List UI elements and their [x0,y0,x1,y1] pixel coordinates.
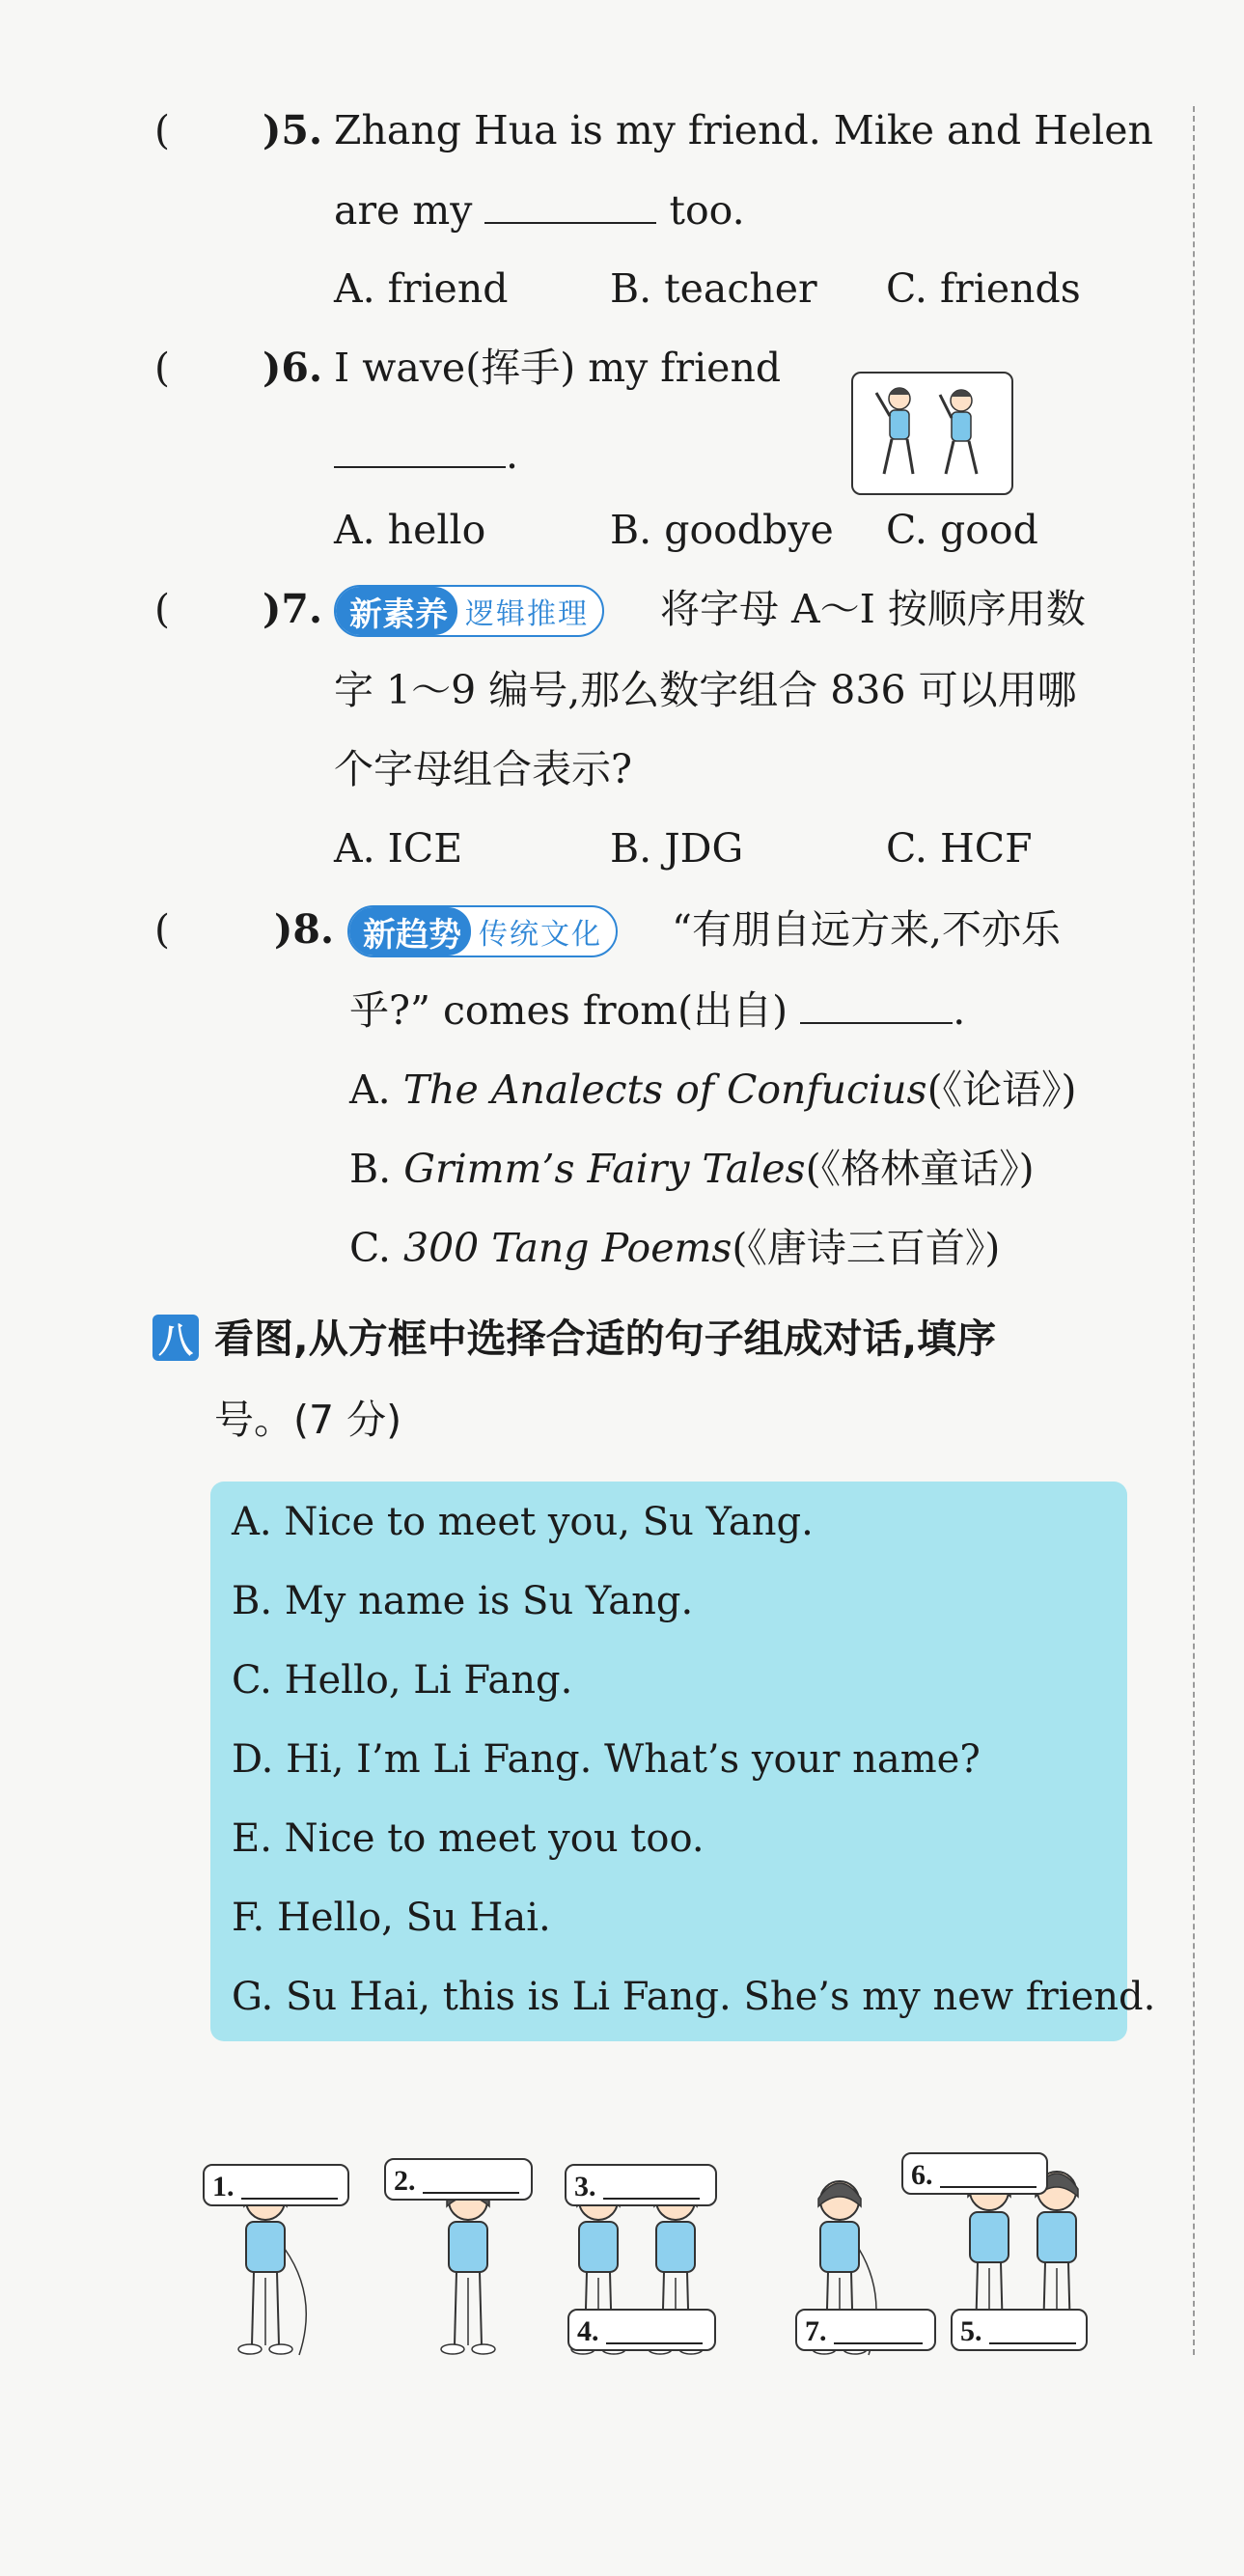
answer-paren-6[interactable]: ( [154,345,170,391]
bubble-blank[interactable] [834,2317,923,2344]
q7-option-a[interactable]: A. ICE [334,825,463,872]
bubble-number: 7. [805,2315,827,2347]
option-chinese: (《格林童话》) [805,1146,1035,1192]
answer-paren-8[interactable]: ( [154,906,170,953]
q8-option-b[interactable] [349,1145,1035,1193]
choice-c: C. Hello, Li Fang. [232,1658,573,1703]
answer-paren-7[interactable]: ( [154,586,170,632]
q5-option-c[interactable]: C. friends [886,265,1081,312]
choice-d: D. Hi, I’m Li Fang. What’s your name? [232,1737,981,1782]
bubble-number: 3. [574,2171,596,2202]
q7-text-line2: 字 1～9 编号,那么数字组合 836 可以用哪 [334,667,1077,713]
bubble-blank[interactable] [606,2317,703,2344]
q5-text-line1: Zhang Hua is my friend. Mike and Helen [334,107,1153,153]
question-number-8: )8. [274,906,335,953]
badge-new-trend [347,905,618,957]
q8-text-line2 [349,986,965,1035]
bubble-blank[interactable] [603,2173,700,2200]
dialogue-bubble-7[interactable] [795,2309,936,2351]
q5-option-a[interactable]: A. friend [334,265,509,312]
bubble-number: 2. [394,2165,416,2197]
badge-new-literacy [334,585,604,637]
option-title: 300 Tang Poems [403,1225,733,1271]
q8-line2-pre: 乎?” comes from(出自) [349,987,788,1034]
dialogue-bubble-3[interactable] [565,2164,717,2206]
q6-option-a[interactable]: A. hello [334,507,486,553]
margin-dashed-line [1193,106,1195,2355]
option-label: B. [349,1146,392,1192]
q6-option-c[interactable]: C. good [886,507,1038,553]
bubble-blank[interactable] [423,2167,519,2194]
q7-text-line3: 个字母组合表示? [334,746,632,792]
choice-b: B. My name is Su Yang. [232,1579,694,1623]
bubble-number: 6. [911,2159,933,2191]
question-number-7: )7. [263,586,323,632]
q8-line2-post: . [953,987,966,1034]
section-instruction-line2: 号。(7 分) [214,1397,402,1443]
waving-kids-illustration [851,372,1013,495]
option-title: The Analects of Confucius [402,1066,927,1113]
q7-text-line1: 将字母 A～I 按顺序用数 [660,586,1086,632]
option-chinese: (《论语》) [926,1066,1077,1113]
question-number-6: )6. [263,345,323,391]
dialogue-bubble-1[interactable] [203,2164,349,2206]
q5-option-b[interactable]: B. teacher [610,265,817,312]
q6-line2-post: . [506,431,519,478]
dialogue-bubble-4[interactable] [567,2309,716,2351]
bubble-blank[interactable] [989,2317,1076,2344]
q7-option-b[interactable]: B. JDG [610,825,744,872]
bubble-number: 4. [577,2315,599,2347]
badge-main-label: 新素养 [336,587,457,635]
option-label: A. [349,1066,391,1113]
choice-a: A. Nice to meet you, Su Yang. [232,1500,814,1544]
q5-line2-pre: are my [334,187,473,234]
q7-option-c[interactable]: C. HCF [886,825,1033,872]
q8-text-line1: “有朋自远方来,不亦乐 [672,906,1061,953]
section-instruction-line1: 看图,从方框中选择合适的句子组成对话,填序 [214,1316,997,1362]
badge-main-label: 新趋势 [349,907,471,956]
q6-text-line1: I wave(挥手) my friend [334,345,782,391]
choice-g: G. Su Hai, this is Li Fang. She’s my new friend. [232,1975,1156,2019]
q8-option-a[interactable] [349,1066,1077,1114]
q6-option-b[interactable]: B. goodbye [610,507,834,553]
answer-paren-5[interactable]: ( [154,107,170,153]
bubble-blank[interactable] [241,2173,338,2200]
q8-option-c[interactable] [349,1224,1000,1272]
option-chinese: (《唐诗三百首》) [732,1225,1001,1271]
option-title: Grimm’s Fairy Tales [403,1146,806,1192]
q5-line2-post: too. [669,187,745,234]
option-label: C. [349,1225,391,1271]
dialogue-bubble-6[interactable] [901,2152,1048,2195]
bubble-number: 1. [212,2171,235,2202]
q6-text-line2 [334,430,518,479]
q5-text-line2 [334,186,745,235]
badge-sub-label: 逻辑推理 [465,597,589,631]
q8-answer-blank[interactable] [800,989,953,1024]
section-number-icon: 八 [152,1315,199,1361]
q6-answer-blank[interactable] [334,433,506,468]
bubble-number: 5. [960,2315,982,2347]
q5-answer-blank[interactable] [484,189,656,224]
dialogue-bubble-5[interactable] [951,2309,1088,2351]
question-number-5: )5. [263,107,323,153]
bubble-blank[interactable] [940,2161,1037,2188]
choice-e: E. Nice to meet you too. [232,1816,705,1861]
badge-sub-label: 传统文化 [479,918,602,952]
dialogue-bubble-2[interactable] [384,2158,533,2201]
choice-f: F. Hello, Su Hai. [232,1896,551,1940]
